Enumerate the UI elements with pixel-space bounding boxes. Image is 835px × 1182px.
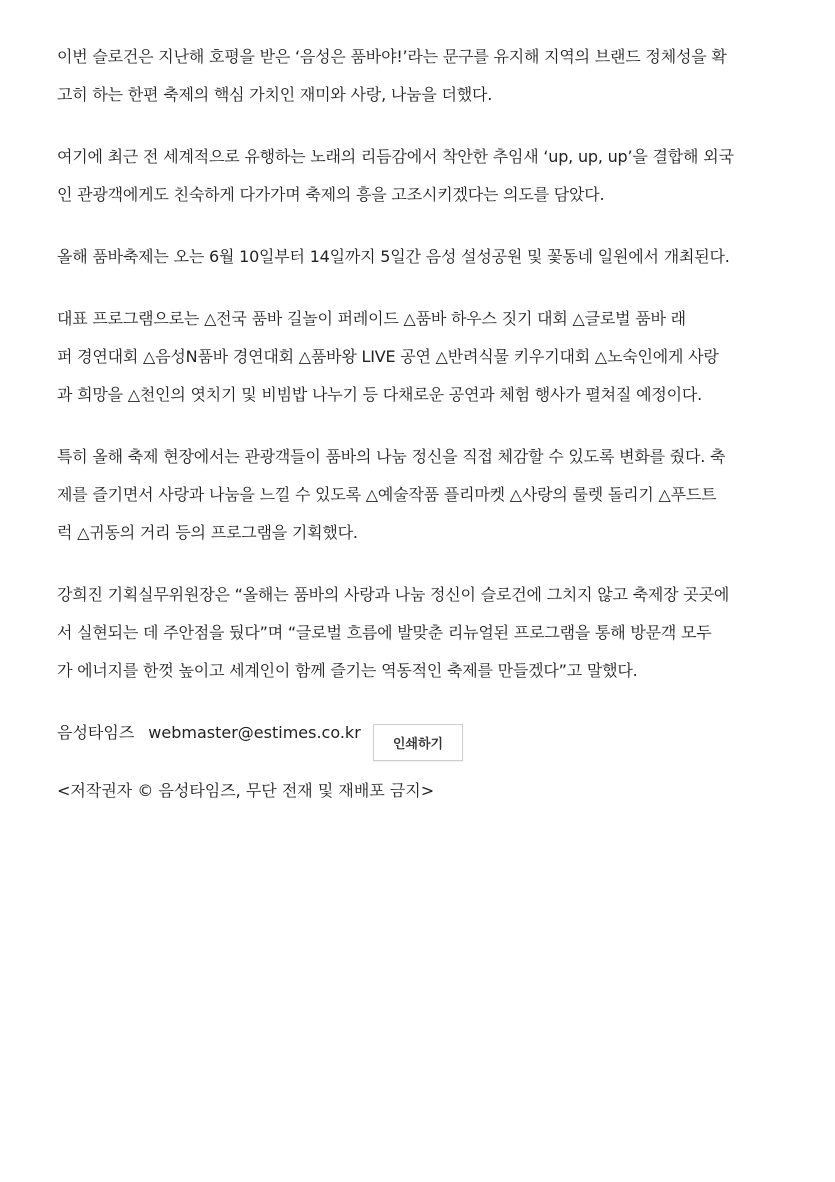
paragraph-line: 인 관광객에게도 친숙하게 다가가며 축제의 흥을 고조시키겠다는 의도를 담았다. xyxy=(57,185,605,204)
paragraph-line: 가 에너지를 한껏 높이고 세계인이 함께 즐기는 역동적인 축제를 만들겠다”고 말했다. xyxy=(57,661,638,680)
paragraph-line: 여기에 최근 전 세계적으로 유행하는 노래의 리듬감에서 착안한 추임새 ‘up, up, up’을 결합해 외국 xyxy=(57,147,734,166)
article-paragraph xyxy=(57,138,779,214)
paragraph-line: 올해 품바축제는 오는 6월 10일부터 14일까지 5일간 음성 설성공원 및 꽃동네 일원에서 개최된다. xyxy=(57,247,730,266)
publisher-name: 음성타임즈 xyxy=(57,723,135,742)
publisher-email: webmaster@estimes.co.kr xyxy=(148,723,361,742)
article-paragraph xyxy=(57,576,779,690)
paragraph-line: 강희진 기획실무위원장은 “올해는 품바의 사랑과 나눔 정신이 슬로건에 그치지 않고 축제장 곳곳에 xyxy=(57,585,730,604)
paragraph-line: 고히 하는 한편 축제의 핵심 가치인 재미와 사랑, 나눔을 더했다. xyxy=(57,85,493,104)
paragraph-line: 대표 프로그램으로는 △전국 품바 길놀이 퍼레이드 △품바 하우스 짓기 대회 △글로벌 품바 래 xyxy=(57,309,686,328)
article-paragraph xyxy=(57,238,779,276)
paragraph-line: 특히 올해 축제 현장에서는 관광객들이 품바의 나눔 정신을 직접 체감할 수 있도록 변화를 줬다. 축 xyxy=(57,447,726,466)
paragraph-line: 이번 슬로건은 지난해 호평을 받은 ‘음성은 품바야!’라는 문구를 유지해 지역의 브랜드 정체성을 확 xyxy=(57,47,727,66)
print-button[interactable]: 인쇄하기 xyxy=(373,724,463,761)
paragraph-line: 제를 즐기면서 사랑과 나눔을 느낄 수 있도록 △예술작품 플리마켓 △사랑의 룰렛 돌리기 △푸드트 xyxy=(57,485,717,504)
copyright-notice: <저작권자 © 음성타임즈, 무단 전재 및 재배포 금지> xyxy=(57,781,435,800)
paragraph-line: 서 실현되는 데 주안점을 뒀다”며 “글로벌 흐름에 발맞춘 리뉴얼된 프로그램을 통해 방문객 모두 xyxy=(57,623,712,642)
article-paragraph xyxy=(57,300,779,414)
article-paragraph xyxy=(57,38,779,114)
article-paragraph xyxy=(57,438,779,552)
paragraph-line: 럭 △귀동의 거리 등의 프로그램을 기획했다. xyxy=(57,523,358,542)
print-area xyxy=(373,724,463,761)
paragraph-line: 과 희망을 △천인의 엿치기 및 비빔밥 나누기 등 다채로운 공연과 체험 행사가 펼쳐질 예정이다. xyxy=(57,385,702,404)
paragraph-line: 퍼 경연대회 △음성N품바 경연대회 △품바왕 LIVE 공연 △반려식물 키우기대회 △노숙인에게 사랑 xyxy=(57,347,719,366)
article-body xyxy=(57,38,779,810)
